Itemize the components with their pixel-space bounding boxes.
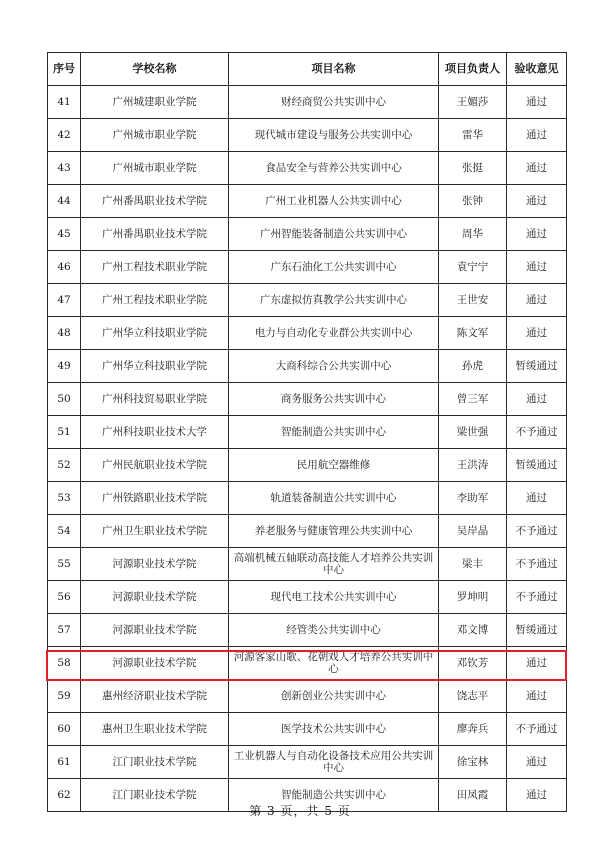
cell-school: 江门职业技术学院 xyxy=(81,746,229,779)
table-row xyxy=(48,86,567,119)
cell-leader: 罗坤明 xyxy=(439,581,507,614)
cell-no: 49 xyxy=(48,350,81,383)
table-row xyxy=(48,449,567,482)
table-row xyxy=(48,317,567,350)
table-row xyxy=(48,251,567,284)
cell-opinion: 不予通过 xyxy=(507,416,567,449)
cell-no: 45 xyxy=(48,218,81,251)
cell-no: 42 xyxy=(48,119,81,152)
table-row xyxy=(48,515,567,548)
header-school: 学校名称 xyxy=(81,53,229,86)
table-row xyxy=(48,119,567,152)
cell-leader: 张钟 xyxy=(439,185,507,218)
cell-opinion: 通过 xyxy=(507,185,567,218)
cell-opinion: 通过 xyxy=(507,746,567,779)
cell-school: 河源职业技术学院 xyxy=(81,614,229,647)
cell-school: 广州卫生职业技术学院 xyxy=(81,515,229,548)
table-row xyxy=(48,350,567,383)
cell-opinion: 通过 xyxy=(507,317,567,350)
cell-leader: 张挺 xyxy=(439,152,507,185)
cell-opinion: 暂缓通过 xyxy=(507,449,567,482)
cell-opinion: 通过 xyxy=(507,86,567,119)
cell-opinion: 不予通过 xyxy=(507,515,567,548)
cell-opinion: 不予通过 xyxy=(507,713,567,746)
cell-school: 广州工程技术职业学院 xyxy=(81,251,229,284)
table-row xyxy=(48,713,567,746)
cell-school: 广州城建职业学院 xyxy=(81,86,229,119)
table-row xyxy=(48,218,567,251)
cell-no: 47 xyxy=(48,284,81,317)
table-row xyxy=(48,581,567,614)
cell-leader: 孙虎 xyxy=(439,350,507,383)
cell-school: 广州科技职业技术大学 xyxy=(81,416,229,449)
header-leader: 项目负责人 xyxy=(439,53,507,86)
cell-school: 广州城市职业学院 xyxy=(81,119,229,152)
cell-project: 广东虚拟仿真教学公共实训中心 xyxy=(229,284,439,317)
cell-leader: 王世安 xyxy=(439,284,507,317)
table-row xyxy=(48,185,567,218)
cell-opinion: 暂缓通过 xyxy=(507,350,567,383)
cell-no: 50 xyxy=(48,383,81,416)
cell-project: 现代城市建设与服务公共实训中心 xyxy=(229,119,439,152)
cell-project: 广州工业机器人公共实训中心 xyxy=(229,185,439,218)
cell-opinion: 通过 xyxy=(507,482,567,515)
table-row xyxy=(48,548,567,581)
cell-no: 43 xyxy=(48,152,81,185)
cell-no: 51 xyxy=(48,416,81,449)
cell-project: 大商科综合公共实训中心 xyxy=(229,350,439,383)
cell-leader: 袁宁宁 xyxy=(439,251,507,284)
cell-project: 广东石油化工公共实训中心 xyxy=(229,251,439,284)
table-row xyxy=(48,680,567,713)
cell-opinion: 通过 xyxy=(507,152,567,185)
table-row xyxy=(48,152,567,185)
table-row xyxy=(48,614,567,647)
cell-leader: 邓文博 xyxy=(439,614,507,647)
cell-opinion: 通过 xyxy=(507,251,567,284)
cell-project: 创新创业公共实训中心 xyxy=(229,680,439,713)
cell-school: 广州华立科技职业学院 xyxy=(81,317,229,350)
cell-leader: 周华 xyxy=(439,218,507,251)
cell-leader: 田凤霞 xyxy=(439,779,507,812)
cell-no: 52 xyxy=(48,449,81,482)
cell-school: 广州番禺职业技术学院 xyxy=(81,218,229,251)
cell-project: 智能制造公共实训中心 xyxy=(229,779,439,812)
cell-opinion: 通过 xyxy=(507,647,567,680)
cell-project: 轨道装备制造公共实训中心 xyxy=(229,482,439,515)
cell-leader: 饶志平 xyxy=(439,680,507,713)
table-row xyxy=(48,647,567,680)
cell-school: 江门职业技术学院 xyxy=(81,779,229,812)
cell-leader: 梁世强 xyxy=(439,416,507,449)
cell-no: 41 xyxy=(48,86,81,119)
cell-no: 44 xyxy=(48,185,81,218)
cell-leader: 梁丰 xyxy=(439,548,507,581)
cell-no: 61 xyxy=(48,746,81,779)
cell-opinion: 不予通过 xyxy=(507,548,567,581)
header-project: 项目名称 xyxy=(229,53,439,86)
cell-no: 60 xyxy=(48,713,81,746)
header-row xyxy=(48,53,567,86)
cell-no: 55 xyxy=(48,548,81,581)
cell-project: 电力与自动化专业群公共实训中心 xyxy=(229,317,439,350)
cell-project: 广州智能装备制造公共实训中心 xyxy=(229,218,439,251)
cell-project: 经管类公共实训中心 xyxy=(229,614,439,647)
cell-project: 现代电工技术公共实训中心 xyxy=(229,581,439,614)
table-row xyxy=(48,383,567,416)
cell-project: 医学技术公共实训中心 xyxy=(229,713,439,746)
cell-school: 广州民航职业技术学院 xyxy=(81,449,229,482)
cell-leader: 李助军 xyxy=(439,482,507,515)
cell-no: 56 xyxy=(48,581,81,614)
header-no: 序号 xyxy=(48,53,81,86)
cell-opinion: 暂缓通过 xyxy=(507,614,567,647)
cell-project: 商务服务公共实训中心 xyxy=(229,383,439,416)
cell-project: 智能制造公共实训中心 xyxy=(229,416,439,449)
cell-project: 河源客家山歌、花朝戏人才培养公共实训中心 xyxy=(229,647,439,680)
cell-project: 财经商贸公共实训中心 xyxy=(229,86,439,119)
cell-project: 食品安全与营养公共实训中心 xyxy=(229,152,439,185)
cell-opinion: 通过 xyxy=(507,383,567,416)
table-row xyxy=(48,416,567,449)
cell-project: 工业机器人与自动化设备技术应用公共实训中心 xyxy=(229,746,439,779)
cell-leader: 王洪涛 xyxy=(439,449,507,482)
cell-no: 53 xyxy=(48,482,81,515)
cell-leader: 陈文军 xyxy=(439,317,507,350)
cell-leader: 曾三军 xyxy=(439,383,507,416)
cell-project: 高端机械五轴联动高技能人才培养公共实训中心 xyxy=(229,548,439,581)
cell-no: 46 xyxy=(48,251,81,284)
cell-no: 48 xyxy=(48,317,81,350)
cell-school: 惠州卫生职业技术学院 xyxy=(81,713,229,746)
cell-leader: 邓钦芳 xyxy=(439,647,507,680)
cell-school: 广州科技贸易职业学院 xyxy=(81,383,229,416)
cell-school: 广州番禺职业技术学院 xyxy=(81,185,229,218)
cell-school: 广州铁路职业技术学院 xyxy=(81,482,229,515)
table-row xyxy=(48,482,567,515)
cell-opinion: 通过 xyxy=(507,680,567,713)
cell-leader: 王媚莎 xyxy=(439,86,507,119)
table-row xyxy=(48,746,567,779)
cell-opinion: 通过 xyxy=(507,218,567,251)
cell-leader: 廖奔兵 xyxy=(439,713,507,746)
cell-school: 惠州经济职业技术学院 xyxy=(81,680,229,713)
cell-leader: 雷华 xyxy=(439,119,507,152)
cell-project: 养老服务与健康管理公共实训中心 xyxy=(229,515,439,548)
cell-opinion: 通过 xyxy=(507,119,567,152)
cell-no: 57 xyxy=(48,614,81,647)
cell-project: 民用航空器维修 xyxy=(229,449,439,482)
cell-school: 广州城市职业学院 xyxy=(81,152,229,185)
cell-leader: 吴岸晶 xyxy=(439,515,507,548)
cell-school: 河源职业技术学院 xyxy=(81,581,229,614)
table-body xyxy=(48,86,567,812)
cell-school: 河源职业技术学院 xyxy=(81,548,229,581)
page-footer: 第 3 页，共 5 页 xyxy=(249,804,351,818)
cell-opinion: 通过 xyxy=(507,284,567,317)
cell-no: 54 xyxy=(48,515,81,548)
cell-leader: 徐宝林 xyxy=(439,746,507,779)
acceptance-table xyxy=(47,52,567,812)
cell-school: 河源职业技术学院 xyxy=(81,647,229,680)
cell-opinion: 通过 xyxy=(507,779,567,812)
header-opinion: 验收意见 xyxy=(507,53,567,86)
cell-school: 广州工程技术职业学院 xyxy=(81,284,229,317)
cell-no: 59 xyxy=(48,680,81,713)
table-row xyxy=(48,284,567,317)
cell-no: 58 xyxy=(48,647,81,680)
cell-school: 广州华立科技职业学院 xyxy=(81,350,229,383)
cell-opinion: 不予通过 xyxy=(507,581,567,614)
cell-no: 62 xyxy=(48,779,81,812)
